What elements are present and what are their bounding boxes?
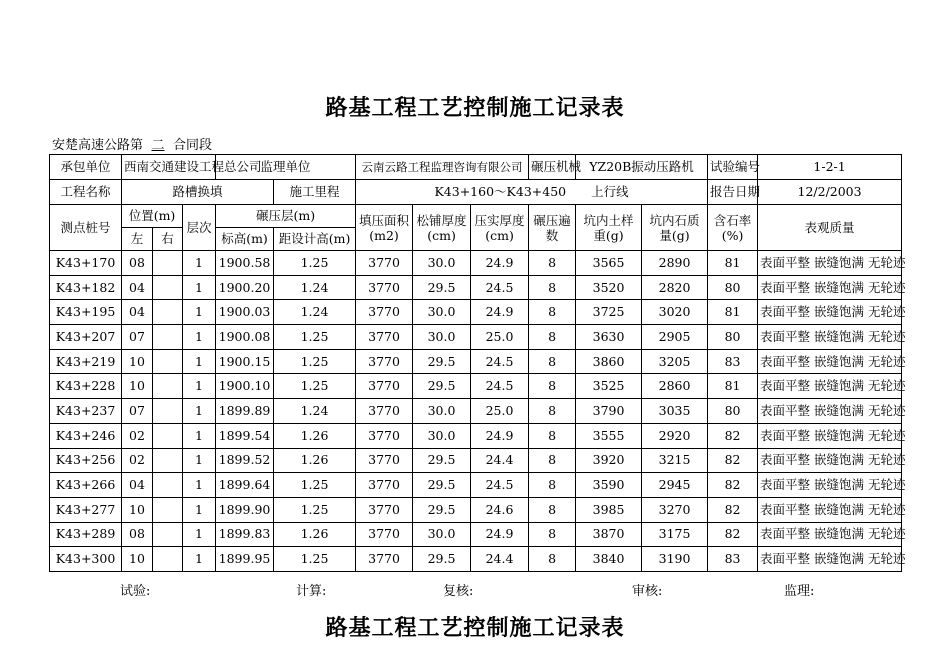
left-cell: 10 <box>122 547 153 572</box>
stone-weight-cell: 3205 <box>642 349 708 374</box>
contractor-value: 西南交通建设工程总公司 <box>122 155 216 180</box>
stone-weight-cell: 3020 <box>642 300 708 325</box>
page-title: 路基工程工艺控制施工记录表 <box>325 95 625 121</box>
signature-calc: 计算: <box>296 584 327 599</box>
elevation-cell: 1899.83 <box>216 522 274 547</box>
stone-weight-cell: 2890 <box>642 251 708 276</box>
table-row <box>50 275 902 300</box>
left-cell: 10 <box>122 349 153 374</box>
station-cell: K43+289 <box>50 522 122 547</box>
elevation-cell: 1899.89 <box>216 399 274 424</box>
quality-cell: 表面平整 嵌缝饱满 无轮迹 <box>758 547 902 572</box>
loose-thickness-cell: 30.0 <box>413 399 471 424</box>
supervisor-label: 监理单位 <box>216 155 356 180</box>
stone-rate-cell: 81 <box>708 251 758 276</box>
elevation-cell: 1900.10 <box>216 374 274 399</box>
distance-cell: 1.26 <box>274 522 356 547</box>
compacted-thickness-cell: 24.5 <box>471 374 529 399</box>
compacted-thickness-cell: 24.9 <box>471 423 529 448</box>
passes-cell: 8 <box>529 349 576 374</box>
signature-supervision: 监理: <box>784 584 815 599</box>
stone-weight-header: 坑内石质量(g) <box>642 205 708 251</box>
loose-thickness-cell: 29.5 <box>413 497 471 522</box>
layer-header: 层次 <box>183 205 216 251</box>
fill-area-cell: 3770 <box>356 374 413 399</box>
quality-header: 表观质量 <box>758 205 902 251</box>
loose-thickness-header: 松铺厚度(cm) <box>413 205 471 251</box>
layer-cell: 1 <box>183 473 216 498</box>
passes-header: 碾压遍数 <box>529 205 576 251</box>
left-cell: 10 <box>122 374 153 399</box>
stone-rate-cell: 83 <box>708 349 758 374</box>
table-row <box>50 547 902 572</box>
soil-weight-cell: 3565 <box>576 251 642 276</box>
station-cell: K43+300 <box>50 547 122 572</box>
passes-cell: 8 <box>529 473 576 498</box>
machine-label: 碾压机械 <box>529 155 576 180</box>
left-cell: 04 <box>122 275 153 300</box>
stone-weight-cell: 2905 <box>642 325 708 350</box>
table-row <box>50 325 902 350</box>
fill-area-cell: 3770 <box>356 275 413 300</box>
project-label: 工程名称 <box>50 180 122 205</box>
station-cell: K43+277 <box>50 497 122 522</box>
table-row <box>50 374 902 399</box>
right-cell <box>153 300 183 325</box>
table-row <box>50 473 902 498</box>
distance-cell: 1.24 <box>274 300 356 325</box>
table-row <box>50 399 902 424</box>
layer-cell: 1 <box>183 251 216 276</box>
soil-weight-cell: 3590 <box>576 473 642 498</box>
mileage-value: K43+160～K43+450 上行线 <box>356 180 708 205</box>
stone-weight-cell: 3175 <box>642 522 708 547</box>
stone-rate-header: 含石率(%) <box>708 205 758 251</box>
distance-cell: 1.26 <box>274 423 356 448</box>
stone-rate-cell: 82 <box>708 473 758 498</box>
station-cell: K43+170 <box>50 251 122 276</box>
fill-area-cell: 3770 <box>356 325 413 350</box>
layer-cell: 1 <box>183 399 216 424</box>
loose-thickness-cell: 29.5 <box>413 374 471 399</box>
station-cell: K43+266 <box>50 473 122 498</box>
signature-test: 试验: <box>120 584 151 599</box>
next-page-title: 路基工程工艺控制施工记录表 <box>325 615 625 641</box>
compacted-thickness-header: 压实厚度(cm) <box>471 205 529 251</box>
passes-cell: 8 <box>529 448 576 473</box>
quality-cell: 表面平整 嵌缝饱满 无轮迹 <box>758 473 902 498</box>
data-rows <box>50 251 906 572</box>
passes-cell: 8 <box>529 423 576 448</box>
soil-weight-cell: 3860 <box>576 349 642 374</box>
distance-cell: 1.25 <box>274 251 356 276</box>
section-number: 二 <box>151 138 165 153</box>
fill-area-header: 填压面积(m2) <box>356 205 413 251</box>
left-cell: 02 <box>122 448 153 473</box>
right-cell <box>153 423 183 448</box>
left-cell: 07 <box>122 325 153 350</box>
stone-weight-cell: 2920 <box>642 423 708 448</box>
soil-weight-header: 坑内土样重(g) <box>576 205 642 251</box>
compaction-layer-header: 碾压层(m) <box>216 205 356 228</box>
distance-cell: 1.25 <box>274 497 356 522</box>
distance-cell: 1.24 <box>274 275 356 300</box>
table-row <box>50 522 902 547</box>
soil-weight-cell: 3725 <box>576 300 642 325</box>
soil-weight-cell: 3920 <box>576 448 642 473</box>
loose-thickness-cell: 29.5 <box>413 473 471 498</box>
layer-cell: 1 <box>183 547 216 572</box>
fill-area-cell: 3770 <box>356 448 413 473</box>
table-row <box>50 497 902 522</box>
mileage-label: 施工里程 <box>274 180 356 205</box>
station-cell: K43+256 <box>50 448 122 473</box>
passes-cell: 8 <box>529 522 576 547</box>
right-cell <box>153 547 183 572</box>
layer-cell: 1 <box>183 275 216 300</box>
quality-cell: 表面平整 嵌缝饱满 无轮迹 <box>758 497 902 522</box>
stone-rate-cell: 82 <box>708 522 758 547</box>
station-cell: K43+195 <box>50 300 122 325</box>
compacted-thickness-cell: 25.0 <box>471 325 529 350</box>
station-cell: K43+237 <box>50 399 122 424</box>
station-cell: K43+246 <box>50 423 122 448</box>
quality-cell: 表面平整 嵌缝饱满 无轮迹 <box>758 349 902 374</box>
layer-cell: 1 <box>183 325 216 350</box>
quality-cell: 表面平整 嵌缝饱满 无轮迹 <box>758 300 902 325</box>
stone-rate-cell: 81 <box>708 300 758 325</box>
right-cell <box>153 473 183 498</box>
distance-cell: 1.24 <box>274 399 356 424</box>
signature-audit: 审核: <box>632 584 663 599</box>
soil-weight-cell: 3525 <box>576 374 642 399</box>
distance-cell: 1.25 <box>274 473 356 498</box>
elevation-cell: 1900.20 <box>216 275 274 300</box>
quality-cell: 表面平整 嵌缝饱满 无轮迹 <box>758 374 902 399</box>
right-cell <box>153 497 183 522</box>
section-suffix: 合同段 <box>173 138 213 153</box>
table-row <box>50 251 902 276</box>
right-header: 右 <box>153 228 183 251</box>
signature-review: 复核: <box>443 584 474 599</box>
info-row-2 <box>50 180 902 205</box>
stone-rate-cell: 80 <box>708 325 758 350</box>
loose-thickness-cell: 30.0 <box>413 251 471 276</box>
fill-area-cell: 3770 <box>356 349 413 374</box>
elevation-cell: 1899.95 <box>216 547 274 572</box>
quality-cell: 表面平整 嵌缝饱满 无轮迹 <box>758 399 902 424</box>
soil-weight-cell: 3985 <box>576 497 642 522</box>
layer-cell: 1 <box>183 522 216 547</box>
distance-cell: 1.26 <box>274 448 356 473</box>
quality-cell: 表面平整 嵌缝饱满 无轮迹 <box>758 251 902 276</box>
header-row-1 <box>50 205 902 228</box>
left-cell: 07 <box>122 399 153 424</box>
table-row <box>50 349 902 374</box>
contractor-label: 承包单位 <box>50 155 122 180</box>
quality-cell: 表面平整 嵌缝饱满 无轮迹 <box>758 275 902 300</box>
elevation-cell: 1900.08 <box>216 325 274 350</box>
right-cell <box>153 349 183 374</box>
test-no-value: 1-2-1 <box>758 155 902 180</box>
distance-cell: 1.25 <box>274 325 356 350</box>
quality-cell: 表面平整 嵌缝饱满 无轮迹 <box>758 325 902 350</box>
stone-rate-cell: 80 <box>708 275 758 300</box>
fill-area-cell: 3770 <box>356 300 413 325</box>
stone-weight-cell: 3270 <box>642 497 708 522</box>
report-date-label: 报告日期 <box>708 180 758 205</box>
left-header: 左 <box>122 228 153 251</box>
stone-weight-cell: 2820 <box>642 275 708 300</box>
table-row <box>50 423 902 448</box>
left-cell: 08 <box>122 522 153 547</box>
right-cell <box>153 522 183 547</box>
stone-rate-cell: 82 <box>708 497 758 522</box>
quality-cell: 表面平整 嵌缝饱满 无轮迹 <box>758 522 902 547</box>
stone-rate-cell: 81 <box>708 374 758 399</box>
compacted-thickness-cell: 24.5 <box>471 473 529 498</box>
loose-thickness-cell: 30.0 <box>413 522 471 547</box>
compacted-thickness-cell: 24.9 <box>471 522 529 547</box>
loose-thickness-cell: 29.5 <box>413 349 471 374</box>
info-row-1 <box>50 155 902 180</box>
soil-weight-cell: 3630 <box>576 325 642 350</box>
soil-weight-cell: 3840 <box>576 547 642 572</box>
stone-rate-cell: 82 <box>708 448 758 473</box>
elevation-cell: 1899.54 <box>216 423 274 448</box>
fill-area-cell: 3770 <box>356 423 413 448</box>
stone-weight-cell: 3035 <box>642 399 708 424</box>
distance-cell: 1.25 <box>274 547 356 572</box>
stone-weight-cell: 3215 <box>642 448 708 473</box>
passes-cell: 8 <box>529 399 576 424</box>
passes-cell: 8 <box>529 275 576 300</box>
loose-thickness-cell: 29.5 <box>413 448 471 473</box>
elevation-cell: 1900.58 <box>216 251 274 276</box>
fill-area-cell: 3770 <box>356 399 413 424</box>
distance-header: 距设计高(m) <box>274 228 356 251</box>
compacted-thickness-cell: 24.5 <box>471 349 529 374</box>
elevation-cell: 1900.15 <box>216 349 274 374</box>
right-cell <box>153 275 183 300</box>
right-cell <box>153 448 183 473</box>
stone-weight-cell: 2945 <box>642 473 708 498</box>
right-cell <box>153 251 183 276</box>
layer-cell: 1 <box>183 497 216 522</box>
compacted-thickness-cell: 24.5 <box>471 275 529 300</box>
loose-thickness-cell: 30.0 <box>413 423 471 448</box>
passes-cell: 8 <box>529 300 576 325</box>
station-cell: K43+228 <box>50 374 122 399</box>
left-cell: 04 <box>122 473 153 498</box>
stone-rate-cell: 80 <box>708 399 758 424</box>
distance-cell: 1.25 <box>274 374 356 399</box>
section-prefix: 安楚高速公路第 <box>52 138 144 153</box>
compacted-thickness-cell: 24.4 <box>471 547 529 572</box>
layer-cell: 1 <box>183 300 216 325</box>
soil-weight-cell: 3790 <box>576 399 642 424</box>
right-cell <box>153 399 183 424</box>
compacted-thickness-cell: 24.9 <box>471 251 529 276</box>
layer-cell: 1 <box>183 349 216 374</box>
elevation-cell: 1899.64 <box>216 473 274 498</box>
fill-area-cell: 3770 <box>356 522 413 547</box>
project-value: 路槽换填 <box>122 180 274 205</box>
supervisor-value: 云南云路工程监理咨询有限公司 <box>356 155 529 180</box>
station-cell: K43+182 <box>50 275 122 300</box>
machine-value: YZ20B振动压路机 <box>576 155 708 180</box>
loose-thickness-cell: 30.0 <box>413 325 471 350</box>
report-date-value: 12/2/2003 <box>758 180 902 205</box>
station-header: 测点桩号 <box>50 205 122 251</box>
quality-cell: 表面平整 嵌缝饱满 无轮迹 <box>758 423 902 448</box>
compacted-thickness-cell: 24.6 <box>471 497 529 522</box>
record-table <box>49 154 906 572</box>
right-cell <box>153 325 183 350</box>
quality-cell: 表面平整 嵌缝饱满 无轮迹 <box>758 448 902 473</box>
left-cell: 02 <box>122 423 153 448</box>
fill-area-cell: 3770 <box>356 547 413 572</box>
stone-rate-cell: 83 <box>708 547 758 572</box>
layer-cell: 1 <box>183 423 216 448</box>
left-cell: 08 <box>122 251 153 276</box>
compacted-thickness-cell: 25.0 <box>471 399 529 424</box>
loose-thickness-cell: 29.5 <box>413 275 471 300</box>
layer-cell: 1 <box>183 374 216 399</box>
soil-weight-cell: 3555 <box>576 423 642 448</box>
stone-weight-cell: 3190 <box>642 547 708 572</box>
left-cell: 10 <box>122 497 153 522</box>
soil-weight-cell: 3520 <box>576 275 642 300</box>
stone-weight-cell: 2860 <box>642 374 708 399</box>
right-cell <box>153 374 183 399</box>
elevation-cell: 1900.03 <box>216 300 274 325</box>
layer-cell: 1 <box>183 448 216 473</box>
passes-cell: 8 <box>529 325 576 350</box>
passes-cell: 8 <box>529 547 576 572</box>
position-header: 位置(m) <box>122 205 183 228</box>
distance-cell: 1.25 <box>274 349 356 374</box>
passes-cell: 8 <box>529 497 576 522</box>
compacted-thickness-cell: 24.9 <box>471 300 529 325</box>
station-cell: K43+219 <box>50 349 122 374</box>
station-cell: K43+207 <box>50 325 122 350</box>
passes-cell: 8 <box>529 251 576 276</box>
fill-area-cell: 3770 <box>356 473 413 498</box>
loose-thickness-cell: 29.5 <box>413 547 471 572</box>
table-row <box>50 448 902 473</box>
table-row <box>50 300 902 325</box>
compacted-thickness-cell: 24.4 <box>471 448 529 473</box>
soil-weight-cell: 3870 <box>576 522 642 547</box>
left-cell: 04 <box>122 300 153 325</box>
test-no-label: 试验编号 <box>708 155 758 180</box>
elevation-cell: 1899.52 <box>216 448 274 473</box>
fill-area-cell: 3770 <box>356 497 413 522</box>
elevation-header: 标高(m) <box>216 228 274 251</box>
contract-section <box>52 134 212 153</box>
loose-thickness-cell: 30.0 <box>413 300 471 325</box>
passes-cell: 8 <box>529 374 576 399</box>
fill-area-cell: 3770 <box>356 251 413 276</box>
elevation-cell: 1899.90 <box>216 497 274 522</box>
stone-rate-cell: 82 <box>708 423 758 448</box>
